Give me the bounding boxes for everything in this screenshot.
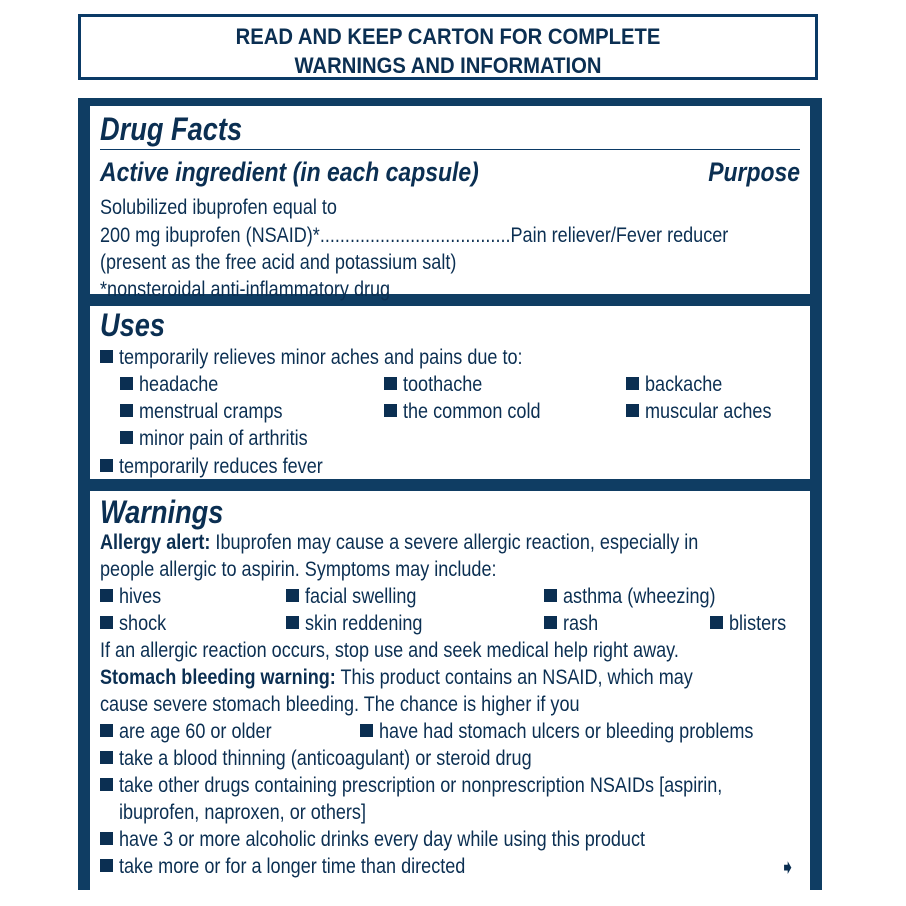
carton-notice-box <box>78 14 818 80</box>
bullet-icon <box>626 404 639 417</box>
risk-item: are age 60 or older <box>119 720 272 743</box>
bullet-icon <box>286 589 299 602</box>
symptom-item: blisters <box>729 612 787 635</box>
bullet-icon <box>626 377 639 390</box>
use-item: headache <box>139 373 219 396</box>
risk-item: have had stomach ulcers or bleeding problems <box>379 720 754 743</box>
warnings-title: Warnings <box>100 494 224 530</box>
bullet-icon <box>100 778 113 791</box>
carton-notice-line-1: READ AND KEEP CARTON FOR COMPLETE <box>235 24 661 49</box>
use-item: menstrual cramps <box>139 400 283 423</box>
carton-notice-line-2: WARNINGS AND INFORMATION <box>294 53 602 78</box>
bullet-icon <box>120 377 133 390</box>
purpose-heading: Purpose <box>708 157 800 187</box>
symptom-item: hives <box>119 585 162 608</box>
bullet-icon <box>100 751 113 764</box>
symptom-item: skin reddening <box>305 612 423 635</box>
uses-panel <box>90 306 810 479</box>
use-item: the common cold <box>403 400 541 423</box>
continue-arrow-icon: ➧ <box>779 857 796 879</box>
bullet-icon <box>120 404 133 417</box>
ingredient-line-4: *nonsteroidal anti-inflammatory drug <box>100 278 391 301</box>
warnings-panel <box>90 491 810 890</box>
drug-facts-frame <box>78 98 822 890</box>
allergy-alert-label: Allergy alert: <box>100 531 211 554</box>
use-item: backache <box>645 373 723 396</box>
risk-item: have 3 or more alcoholic drinks every day while using this product <box>119 828 646 851</box>
uses-intro: temporarily relieves minor aches and pains due to: <box>119 346 523 369</box>
stomach-bleeding-label: Stomach bleeding warning: <box>100 666 336 689</box>
use-item: toothache <box>403 373 483 396</box>
bullet-icon <box>100 724 113 737</box>
drug-facts-title: Drug Facts <box>100 111 243 147</box>
ingredient-line-2: 200 mg ibuprofen (NSAID)*......................................Pain reliever/Fever reducer <box>100 224 729 247</box>
bullet-icon <box>384 377 397 390</box>
bullet-icon <box>100 350 113 363</box>
allergy-after-text: If an allergic reaction occurs, stop use and seek medical help right away. <box>100 639 679 662</box>
bullet-icon <box>100 616 113 629</box>
bullet-icon <box>100 859 113 872</box>
allergy-text-1: Ibuprofen may cause a severe allergic reaction, especially in <box>210 531 699 554</box>
symptom-item: rash <box>563 612 599 635</box>
uses-title: Uses <box>100 307 166 343</box>
risk-item: take other drugs containing prescription or nonprescription NSAIDs [aspirin, <box>119 774 723 797</box>
ingredient-line-3: (present as the free acid and potassium salt) <box>100 251 457 274</box>
uses-fever: temporarily reduces fever <box>119 455 323 478</box>
bullet-icon <box>710 616 723 629</box>
active-ingredient-heading: Active ingredient (in each capsule) <box>100 157 479 187</box>
bullet-icon <box>360 724 373 737</box>
title-divider <box>100 149 800 150</box>
risk-item-continued: ibuprofen, naproxen, or others] <box>119 801 366 824</box>
symptom-item: asthma (wheezing) <box>563 585 716 608</box>
active-ingredient-panel <box>90 106 810 301</box>
ingredient-line-1: Solubilized ibuprofen equal to <box>100 196 337 219</box>
stomach-text-2: cause severe stomach bleeding. The chance is higher if you <box>100 693 580 716</box>
bullet-icon <box>384 404 397 417</box>
bullet-icon <box>544 616 557 629</box>
use-item: minor pain of arthritis <box>139 427 308 450</box>
stomach-text-1: This product contains an NSAID, which may <box>335 666 693 689</box>
bullet-icon <box>544 589 557 602</box>
risk-item: take more or for a longer time than directed <box>119 855 466 878</box>
symptom-item: facial swelling <box>305 585 417 608</box>
bullet-icon <box>100 459 113 472</box>
risk-item: take a blood thinning (anticoagulant) or steroid drug <box>119 747 532 770</box>
bullet-icon <box>100 832 113 845</box>
symptom-item: shock <box>119 612 167 635</box>
bullet-icon <box>120 431 133 444</box>
bullet-icon <box>100 589 113 602</box>
use-item: muscular aches <box>645 400 772 423</box>
bullet-icon <box>286 616 299 629</box>
allergy-text-2: people allergic to aspirin. Symptoms may include: <box>100 558 497 581</box>
